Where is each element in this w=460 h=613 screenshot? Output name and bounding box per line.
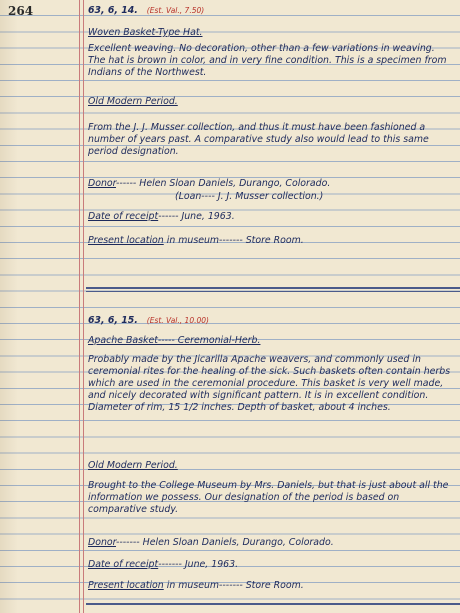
period-note: From the J. J. Musser collection, and thus it must have been fashioned a number of years past. A comparative study also would lead to this same period designation.: [88, 122, 429, 157]
donor-label: Donor: [88, 178, 116, 189]
page-number: 264: [8, 4, 34, 18]
receipt-value: June, 1963.: [181, 211, 235, 222]
receipt-label: Date of receipt: [88, 559, 159, 570]
donor-line: Donor------- Helen Sloan Daniels, Durango, Colorado.: [88, 537, 334, 548]
location-value: in museum------- Store Room.: [166, 235, 304, 246]
estimated-value: (Est. Val., 7.50): [146, 6, 205, 15]
item-title: Woven Basket-Type Hat.: [88, 27, 203, 38]
receipt-line: Date of receipt------- June, 1963.: [88, 559, 239, 570]
margin-line: [83, 0, 84, 613]
location-value: in museum------- Store Room.: [166, 580, 304, 591]
margin-line: [79, 0, 80, 613]
catalog-number: 63, 6, 14.: [88, 5, 138, 16]
donor-value: Helen Sloan Daniels, Durango, Colorado.: [142, 537, 334, 548]
location-line: [88, 580, 454, 592]
donor-note: (Loan---- J. J. Musser collection.): [175, 191, 324, 202]
period-note: Brought to the College Museum by Mrs. Daniels, but that is just about all the information we possess. Our designation of the period is based on comparative study.: [88, 480, 449, 515]
donor-line: Donor------ Helen Sloan Daniels, Durango, Colorado.: [88, 178, 331, 189]
receipt-line: Date of receipt------ June, 1963.: [88, 211, 235, 222]
estimated-value: (Est. Val., 10.00): [146, 316, 209, 325]
item-title: Apache Basket----- Ceremonial-Herb.: [88, 335, 261, 346]
catalog-entry: [88, 5, 454, 17]
catalog-number: 63, 6, 15.: [88, 315, 138, 326]
catalog-line: [88, 5, 454, 17]
donor-label: Donor: [88, 537, 116, 548]
receipt-label: Date of receipt: [88, 211, 159, 222]
catalog-entry: [88, 315, 454, 327]
item-description: Excellent weaving. No decoration, other than a few variations in weaving. The hat is brown in color, and in very fine condition. This is a specimen from Indians of the Northwest.: [88, 43, 447, 78]
location-line: [88, 235, 454, 247]
period-heading: Old Modern Period.: [88, 96, 178, 107]
donor-value: Helen Sloan Daniels, Durango, Colorado.: [139, 178, 331, 189]
period-heading: Old Modern Period.: [88, 460, 178, 471]
entry-separator: [86, 287, 460, 289]
entry-separator: [86, 603, 460, 605]
receipt-value: June, 1963.: [184, 559, 239, 570]
location-label: Present location: [88, 580, 164, 591]
item-description: Probably made by the Jicarilla Apache weavers, and commonly used in ceremonial rites for the healing of the sick. Such baskets often contain herbs which are used in the ceremonial procedure. This basket is very well made, and nicely decorated with significant pattern. It is in excellent condition. Diameter of rim, 15 1/2 inches. Depth of basket, about 4 inches.: [88, 354, 451, 413]
catalog-line: [88, 315, 454, 327]
entry-separator: [86, 291, 460, 292]
location-label: Present location: [88, 235, 164, 246]
